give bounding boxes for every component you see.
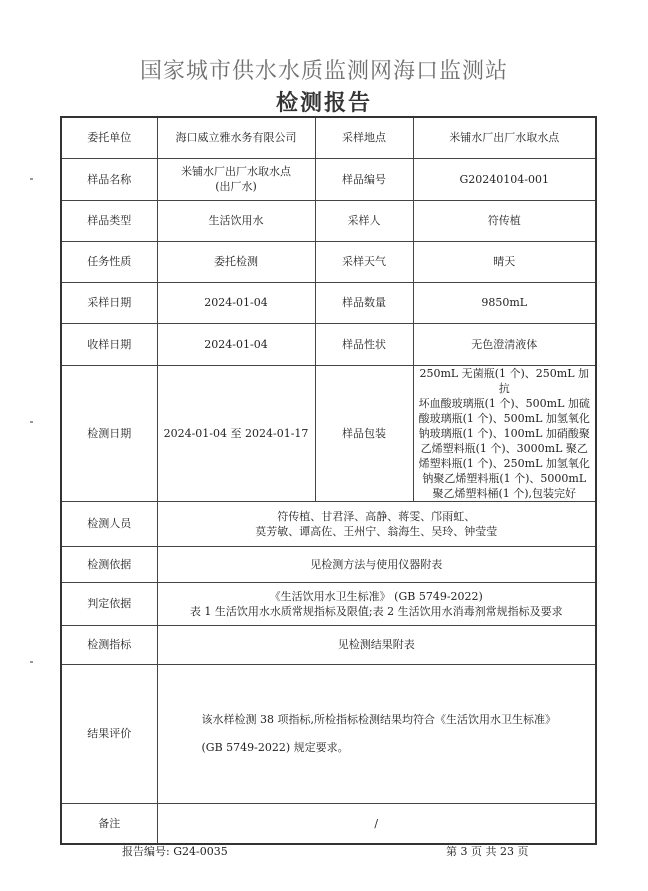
sample-type-label: 样品类型 bbox=[61, 200, 157, 241]
table-row bbox=[61, 664, 596, 803]
table-row bbox=[61, 501, 596, 546]
sample-site-value: 米铺水厂出厂水取水点 bbox=[413, 117, 596, 158]
test-date-label: 检测日期 bbox=[61, 365, 157, 501]
packaging-line: 聚乙烯塑料桶(1 个),包装完好 bbox=[432, 486, 577, 500]
conclusion-line2: (GB 5749-2022) 规定要求。 bbox=[201, 740, 349, 754]
task-value: 委托检测 bbox=[157, 241, 315, 282]
report-title: 检测报告 bbox=[275, 91, 372, 116]
scan-mark bbox=[30, 178, 33, 180]
report-number: 报告编号: G24-0035 bbox=[122, 845, 228, 858]
table-row bbox=[61, 200, 596, 241]
table-row bbox=[61, 241, 596, 282]
state-value: 无色澄清液体 bbox=[413, 323, 596, 365]
weather-label: 采样天气 bbox=[315, 241, 413, 282]
judgement-line2: 表 1 生活饮用水水质常规指标及限值;表 2 生活饮用水消毒剂常规指标及要求 bbox=[189, 604, 563, 618]
judgement-line1: 《生活饮用水卫生标准》 (GB 5749-2022) bbox=[269, 589, 483, 603]
conclusion-label: 结果评价 bbox=[61, 664, 157, 803]
table-row bbox=[61, 158, 596, 200]
table-row bbox=[61, 282, 596, 323]
report-table bbox=[60, 116, 597, 845]
conclusion-line1: 该水样检测 38 项指标,所检指标检测结果均符合《生活饮用水卫生标准》 bbox=[201, 712, 556, 726]
remark-value: / bbox=[157, 803, 596, 844]
weather-value: 晴天 bbox=[413, 241, 596, 282]
table-row bbox=[61, 117, 596, 158]
table-row bbox=[61, 323, 596, 365]
sample-type-value: 生活饮用水 bbox=[157, 200, 315, 241]
sample-name-value bbox=[157, 158, 315, 200]
testers-line2: 莫芳敏、谭高佐、王州宁、翁海生、吴玲、钟莹莹 bbox=[255, 524, 498, 538]
sample-name-label: 样品名称 bbox=[61, 158, 157, 200]
sample-date-label: 采样日期 bbox=[61, 282, 157, 323]
receive-date-label: 收样日期 bbox=[61, 323, 157, 365]
sample-name-line1: 米铺水厂出厂水取水点 bbox=[181, 165, 291, 178]
packaging-line: 酸玻璃瓶(1 个)、500mL 加氢氧化 bbox=[418, 411, 590, 425]
judgement-value bbox=[157, 582, 596, 625]
client-label: 委托单位 bbox=[61, 117, 157, 158]
packaging-label: 样品包装 bbox=[315, 365, 413, 501]
client-value: 海口威立雅水务有限公司 bbox=[157, 117, 315, 158]
conclusion-value bbox=[157, 664, 596, 803]
sample-site-label: 采样地点 bbox=[315, 117, 413, 158]
packaging-line: 钠聚乙烯塑料瓶(1 个)、5000mL bbox=[422, 471, 587, 485]
testers-label: 检测人员 bbox=[61, 501, 157, 546]
table-row bbox=[61, 365, 596, 501]
scan-mark bbox=[30, 661, 33, 663]
basis-label: 检测依据 bbox=[61, 546, 157, 582]
testers-value bbox=[157, 501, 596, 546]
sample-name-line2: (出厂水) bbox=[215, 180, 257, 193]
indicators-value: 见检测结果附表 bbox=[157, 625, 596, 664]
sampler-value: 符传植 bbox=[413, 200, 596, 241]
packaging-line: 250mL 无菌瓶(1 个)、250mL 加抗 bbox=[419, 366, 590, 395]
receive-date-value: 2024-01-04 bbox=[157, 323, 315, 365]
state-label: 样品性状 bbox=[315, 323, 413, 365]
table-row bbox=[61, 546, 596, 582]
table-row bbox=[61, 625, 596, 664]
table-row bbox=[61, 803, 596, 844]
task-label: 任务性质 bbox=[61, 241, 157, 282]
station-title: 国家城市供水水质监测网海口监测站 bbox=[139, 59, 508, 84]
scan-mark bbox=[30, 421, 33, 423]
sample-no-label: 样品编号 bbox=[315, 158, 413, 200]
sample-no-value: G20240104-001 bbox=[413, 158, 596, 200]
judgement-label: 判定依据 bbox=[61, 582, 157, 625]
basis-value: 见检测方法与使用仪器附表 bbox=[157, 546, 596, 582]
testers-line1: 符传植、甘君泽、高静、蒋雯、邝雨虹、 bbox=[277, 509, 476, 523]
packaging-line: 钠玻璃瓶(1 个)、100mL 加硝酸聚 bbox=[418, 426, 590, 440]
remark-label: 备注 bbox=[61, 803, 157, 844]
page-number: 第 3 页 共 23 页 bbox=[446, 845, 529, 858]
sampler-label: 采样人 bbox=[315, 200, 413, 241]
indicators-label: 检测指标 bbox=[61, 625, 157, 664]
sample-date-value: 2024-01-04 bbox=[157, 282, 315, 323]
packaging-value bbox=[413, 365, 596, 501]
test-date-value: 2024-01-04 至 2024-01-17 bbox=[157, 365, 315, 501]
packaging-line: 坏血酸玻璃瓶(1 个)、500mL 加硫 bbox=[418, 396, 590, 410]
table-row bbox=[61, 582, 596, 625]
packaging-line: 烯塑料瓶(1 个)、250mL 加氢氧化 bbox=[418, 456, 590, 470]
packaging-line: 乙烯塑料瓶(1 个)、3000mL 聚乙 bbox=[420, 441, 588, 455]
quantity-label: 样品数量 bbox=[315, 282, 413, 323]
quantity-value: 9850mL bbox=[413, 282, 596, 323]
